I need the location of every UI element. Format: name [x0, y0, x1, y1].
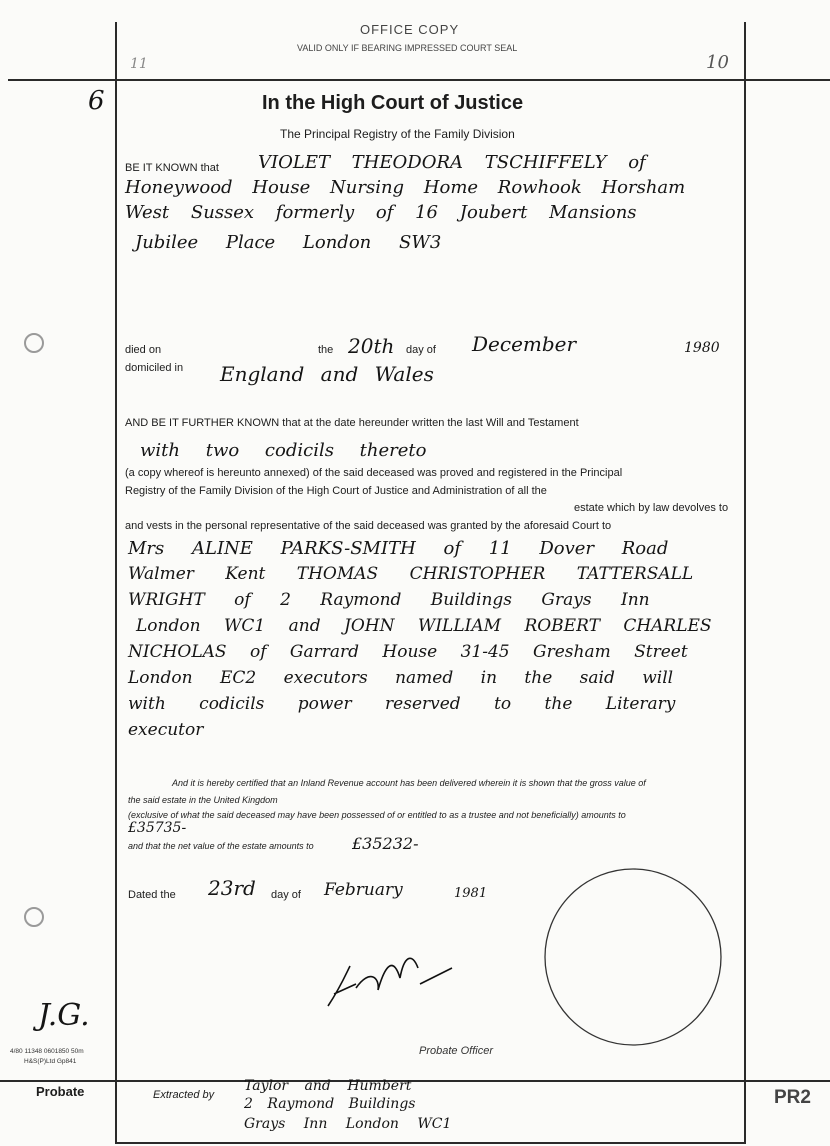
office-copy-heading: OFFICE COPY	[360, 22, 460, 37]
probate-label: Probate	[36, 1084, 85, 1099]
executor-line-5: NICHOLAS of Garrard House 31-45 Gresham Street	[128, 642, 688, 662]
form-code: PR2	[774, 1087, 811, 1108]
deceased-name: VIOLET THEODORA TSCHIFFELY of	[258, 152, 646, 173]
copy-line-3: estate which by law devolves to	[574, 502, 729, 514]
executor-line-4: London WC1 and JOHN WILLIAM ROBERT CHARLES	[136, 616, 712, 636]
registry-title: The Principal Registry of the Family Division	[280, 127, 515, 141]
address-line-3: Jubilee Place London SW3	[135, 232, 442, 253]
folio-left: 11	[130, 56, 148, 72]
death-day: 20th	[348, 334, 395, 358]
revenue-line-3: (exclusive of what the said deceased may have been possessed of or entitled to as a trustee and not beneficially) amounts to	[128, 810, 626, 820]
executor-line-7: with codicils power reserved to the Literary	[128, 694, 676, 714]
court-seal	[542, 866, 724, 1048]
dated-label: Dated the	[128, 889, 176, 901]
left-margin-line	[115, 22, 117, 1144]
further-known-text: AND BE IT FURTHER KNOWN that at the date hereunder written the last Will and Testament	[125, 417, 579, 429]
day-of-label: day of	[406, 344, 436, 356]
dated-month: February	[324, 880, 403, 900]
footer-rule	[0, 1080, 830, 1082]
dated-day-of-label: day of	[271, 889, 301, 901]
executor-line-1: Mrs ALINE PARKS-SMITH of 11 Dover Road	[128, 538, 669, 559]
dated-year: 1981	[454, 886, 488, 901]
net-value: £35232-	[352, 834, 419, 853]
copy-line-1: (a copy whereof is hereunto annexed) of the said deceased was proved and registered in the Principal	[125, 467, 623, 479]
print-code-1: 4/80 11348 0601850 50m	[10, 1048, 84, 1055]
extractor-line-3: Grays Inn London WC1	[244, 1116, 452, 1132]
punch-hole-bottom	[24, 907, 44, 927]
net-value-label: and that the net value of the estate amounts to	[128, 841, 314, 851]
margin-initials: J.G.	[38, 998, 90, 1033]
probate-officer-label: Probate Officer	[419, 1045, 493, 1057]
death-year: 1980	[684, 340, 720, 356]
codicils-text: with two codicils thereto	[140, 440, 427, 461]
copy-line-4: and vests in the personal representative of the said deceased was granted by the aforesaid Court to	[125, 520, 612, 532]
revenue-line-2: the said estate in the United Kingdom	[128, 795, 278, 805]
top-rule	[8, 79, 830, 81]
validity-notice: VALID ONLY IF BEARING IMPRESSED COURT SEAL	[297, 43, 518, 53]
death-month: December	[472, 332, 577, 356]
extracted-by-label: Extracted by	[153, 1089, 215, 1101]
copy-line-2: Registry of the Family Division of the High Court of Justice and Administration of all the	[125, 485, 547, 497]
domicile: England and Wales	[220, 362, 434, 386]
died-on-label: died on	[125, 344, 162, 356]
print-code-2: H&S(P)Ltd Gp841	[24, 1058, 77, 1065]
margin-number: 6	[88, 86, 105, 116]
be-it-known-label: BE IT KNOWN that	[125, 162, 219, 174]
officer-signature-text	[372, 960, 413, 971]
right-margin-line	[744, 22, 746, 1144]
executor-line-6: London EC2 executors named in the said will	[128, 668, 674, 688]
bottom-rule	[115, 1142, 746, 1144]
dated-day: 23rd	[208, 876, 256, 900]
folio-right: 10	[706, 52, 729, 73]
executor-line-8: executor	[128, 720, 204, 740]
officer-signature-mark	[320, 938, 460, 1018]
extractor-line-1: Taylor and Humbert	[244, 1078, 412, 1094]
address-line-2: West Sussex formerly of 16 Joubert Mansions	[125, 202, 637, 223]
executor-line-2: Walmer Kent THOMAS CHRISTOPHER TATTERSALL	[128, 564, 694, 584]
revenue-line-1: And it is hereby certified that an Inland Revenue account has been delivered wherein it is shown that the gross value of	[172, 778, 646, 788]
executor-line-3: WRIGHT of 2 Raymond Buildings Grays Inn	[128, 590, 650, 610]
court-title: In the High Court of Justice	[262, 92, 524, 114]
domiciled-label: domiciled in	[125, 362, 184, 374]
extractor-line-2: 2 Raymond Buildings	[244, 1096, 416, 1112]
address-line-1: Honeywood House Nursing Home Rowhook Horsham	[125, 177, 686, 198]
the-label: the	[318, 344, 334, 356]
punch-hole-top	[24, 333, 44, 353]
gross-value: £35735-	[128, 820, 187, 836]
